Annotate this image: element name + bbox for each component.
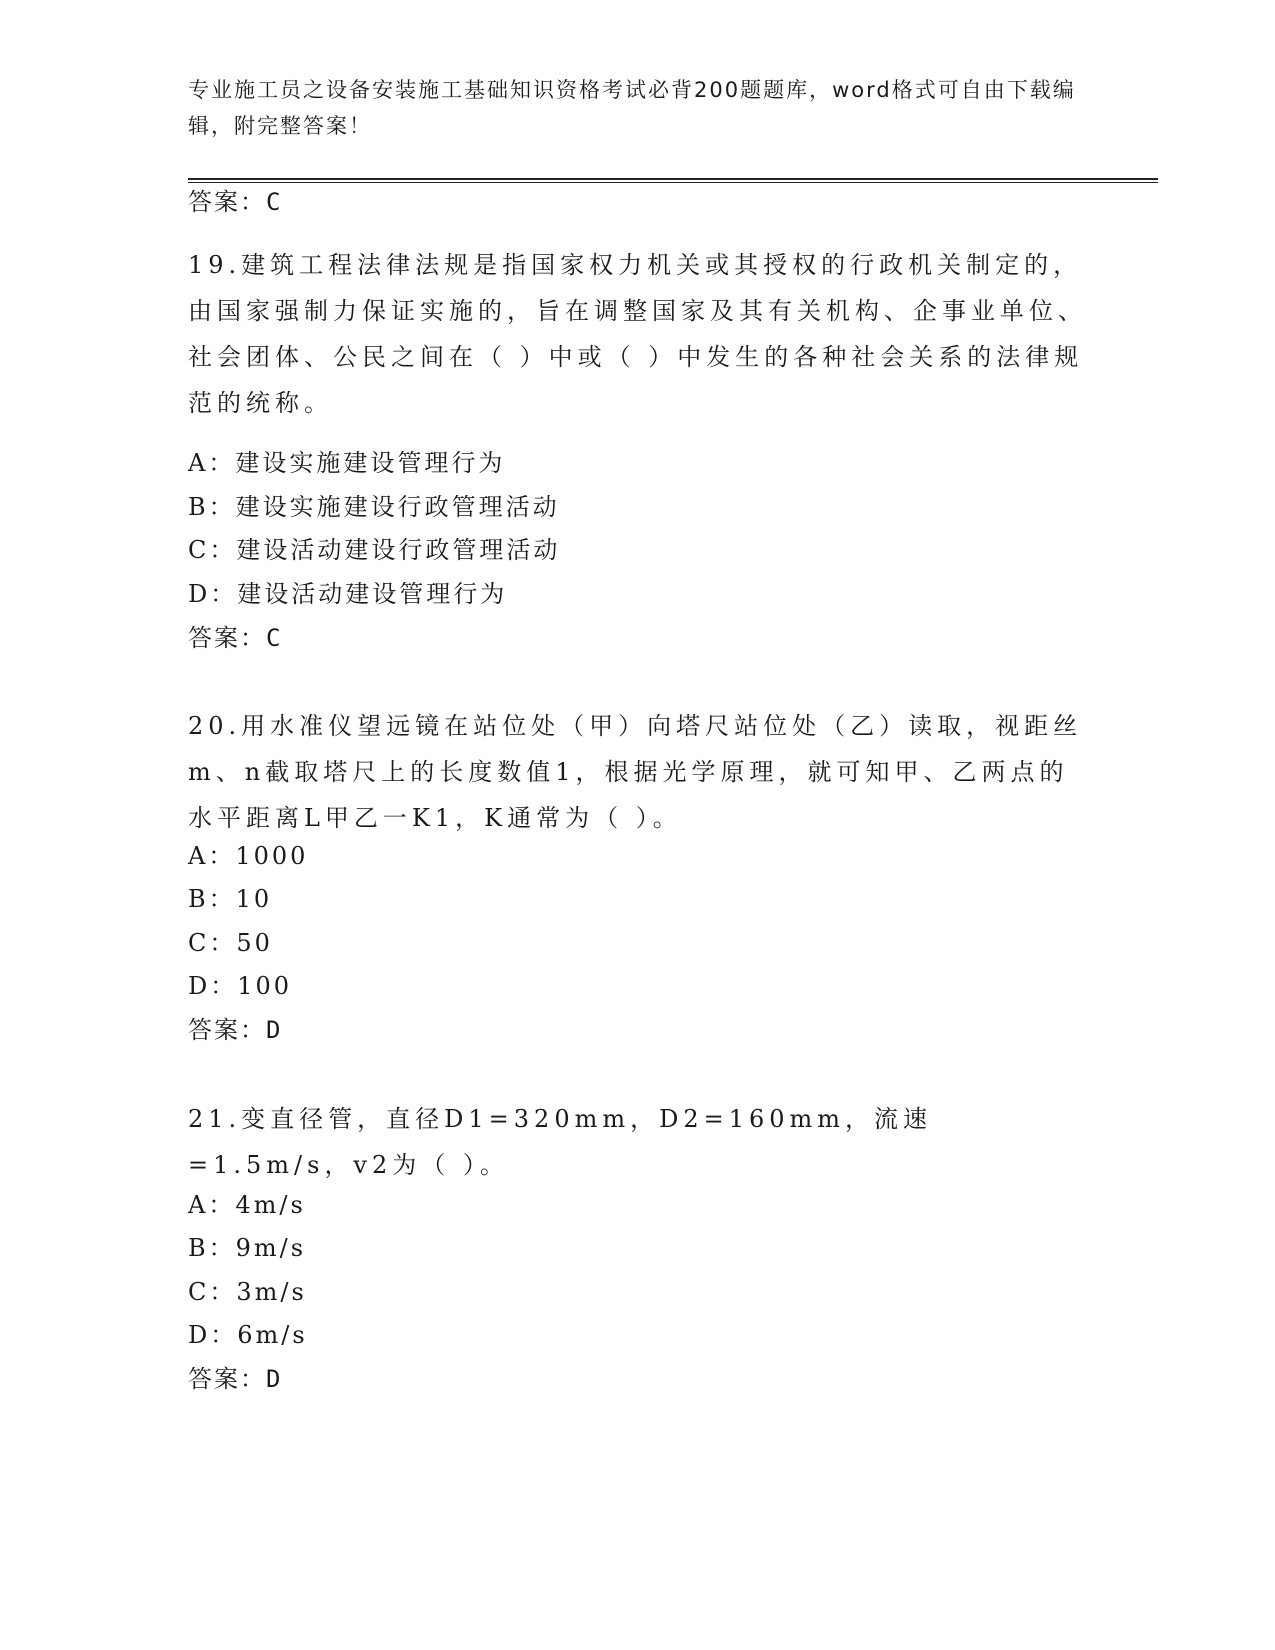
answer-value: C [266,624,283,652]
question-text [188,242,1088,426]
answer-line [188,1015,282,1045]
question-text [188,1096,1088,1188]
option-key: B： [188,1234,236,1262]
question-number: 19. [188,251,242,279]
answer-line [188,187,282,217]
option-text: 建设活动建设管理行为 [237,580,508,608]
answer-label: 答案： [188,188,266,216]
option-a [188,841,308,871]
option-key: A： [188,842,236,870]
answer-value: D [266,1365,283,1393]
header-text: 专业施工员之设备安装施工基础知识资格考试必背200题题库，word格式可自由下载编辑，附完整答案！ [188,78,1076,138]
option-key: D： [188,580,238,608]
option-text: 建设实施建设管理行为 [235,449,506,477]
option-b [188,492,560,522]
option-key: C： [188,536,237,564]
option-text: 建设活动建设行政管理活动 [236,536,561,564]
option-text: 4m/s [235,1191,306,1219]
option-c [188,928,273,958]
answer-value: C [266,188,283,216]
option-text: 1000 [235,842,309,870]
option-b [188,1233,306,1263]
option-a [188,448,505,478]
option-key: D： [188,1321,238,1349]
answer-line [188,623,282,653]
option-key: C： [188,929,237,957]
option-d [188,579,507,609]
option-text: 3m/s [236,1278,307,1306]
question-body: 变直径管，直径D1=320mm，D2=160mm，流速=1.5m/s，v2为（ ）。 [188,1105,933,1179]
option-c [188,1277,307,1307]
option-text: 9m/s [235,1234,307,1262]
answer-label: 答案： [188,1016,266,1044]
question-text [188,703,1088,841]
option-text: 100 [237,972,293,1000]
question-body: 建筑工程法律法规是指国家权力机关或其授权的行政机关制定的，由国家强制力保证实施的，旨在调整国家及其有关机构、企事业单位、社会团体、公民之间在（ ）中或（ ）中发生的各种社会关系的法律规范的统称。 [188,251,1087,417]
answer-line [188,1364,282,1394]
option-text: 建设实施建设行政管理活动 [235,493,560,521]
option-text: 50 [236,929,273,957]
question-body: 用水准仪望远镜在站位处（甲）向塔尺站位处（乙）读取，视距丝m、n截取塔尺上的长度数值1，根据光学原理，就可知甲、乙两点的水平距离L甲乙一K1，K通常为（ ）。 [188,712,1083,832]
option-text: 10 [235,885,273,913]
question-number: 21. [188,1105,242,1133]
option-key: B： [188,885,236,913]
header-rule [188,178,1158,183]
answer-label: 答案： [188,624,266,652]
option-d [188,1320,308,1350]
option-key: A： [188,449,236,477]
option-key: B： [188,493,236,521]
answer-value: D [266,1016,283,1044]
option-d [188,971,292,1001]
option-key: D： [188,972,238,1000]
option-a [188,1190,306,1220]
option-c [188,535,560,565]
page-header [188,72,1088,144]
option-text: 6m/s [237,1321,308,1349]
option-key: A： [188,1191,236,1219]
answer-label: 答案： [188,1365,266,1393]
option-b [188,884,272,914]
question-number: 20. [188,712,242,740]
option-key: C： [188,1278,237,1306]
